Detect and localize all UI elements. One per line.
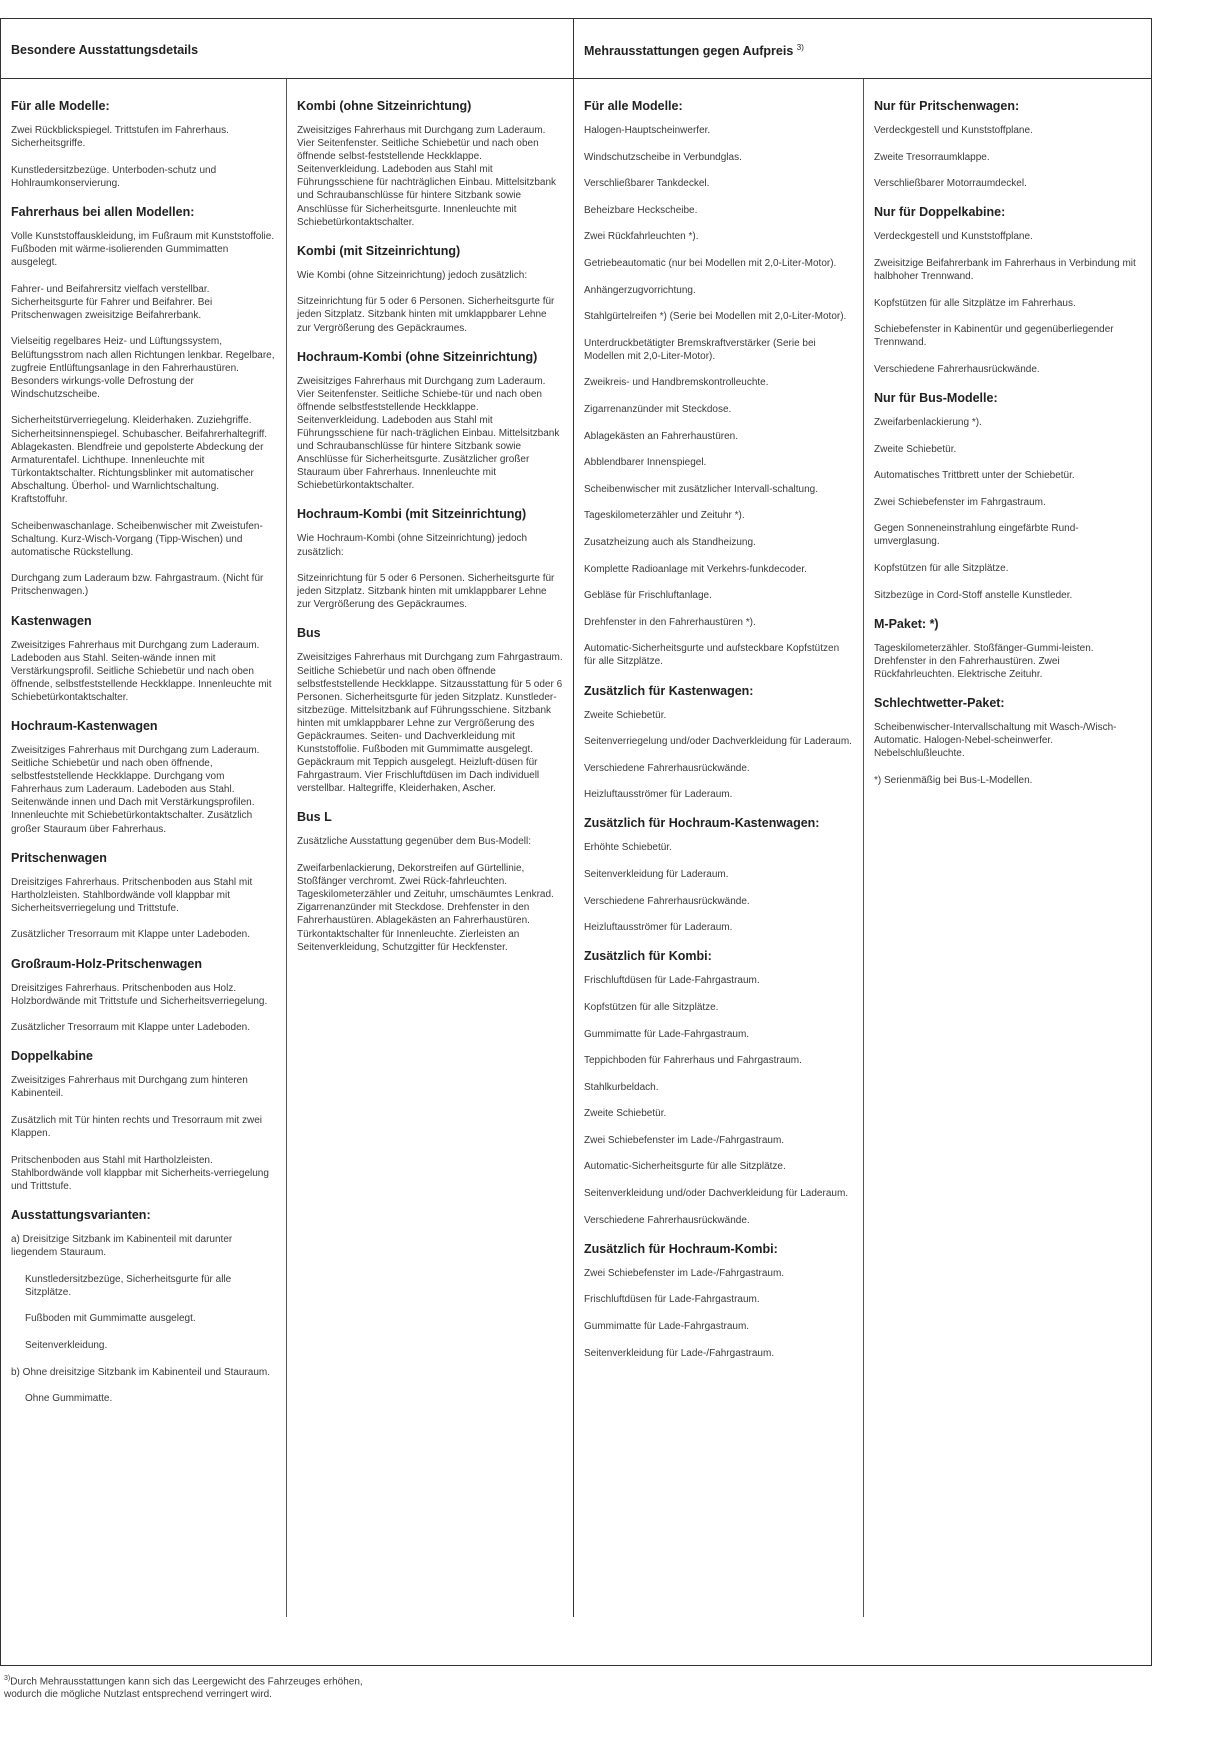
section-text: Gebläse für Frischluftanlage. (584, 590, 712, 602)
section-heading: Großraum-Holz-Pritschenwagen (11, 956, 202, 971)
section-text: Teppichboden für Fahrerhaus und Fahrgastraum. (584, 1055, 802, 1067)
section (11, 205, 276, 599)
section-heading: Schlechtwetter-Paket: (874, 695, 1005, 710)
section-text: Anhängerzugvorrichtung. (584, 284, 696, 296)
section-text: Stahlgürtelreifen *) (Serie bei Modellen mit 2,0-Liter-Motor). (584, 311, 847, 323)
section-text: Kopfstützen für alle Sitzplätze. (874, 563, 1009, 574)
section-text: Zwei Schiebefenster im Fahrgastraum. (874, 496, 1046, 508)
section-text: Automatic-Sicherheitsgurte und aufsteckbare Kopfstützen für alle Sitzplätze. (584, 643, 840, 668)
section-text: Unterdruckbetätigter Bremskraftverstärker (Serie bei Modellen mit 2,0-Liter-Motor). (584, 337, 816, 362)
section-text: Verschiedene Fahrerhausrückwände. (584, 1214, 750, 1226)
spec-sheet (0, 18, 1152, 1666)
section-text: Zusätzlicher Tresorraum mit Klappe unter Ladeboden. (11, 1022, 251, 1034)
footnote-ref: 3) (796, 43, 804, 52)
header-right (574, 19, 1151, 79)
section (11, 851, 276, 942)
section-text: Zweisitziges Fahrerhaus mit Durchgang zum hinteren Kabinenteil. (11, 1075, 248, 1100)
section-heading: Zusätzlich für Kastenwagen: (584, 683, 754, 698)
section-text: Zweisitziges Fahrerhaus mit Durchgang zum Fahrgastraum. Seitliche Schiebetür und nach oben öffnende selbstfeststellende Heckklappe. Sitzausstattung für 5 oder 6 Personen. Sicherheitsgurte für jeden Sitzplatz. Kunstleder-sitzbezüge. Mittelsitzbank auf Führungsschiene. Sitzbank hinten mit umklappbarer Lehne zur Vergrößerung des Gepäckraumes. Seiten- und Dachverkleidung mit Kunststoffolie. Fußboden mit Gummimatte ausgelegt. Gepäckraum mit Teppich ausgelegt. Heizluft-düsen für Fahrgastraum. Vier Frischluftdüsen im Dach individuell verstellbar. Haltegriffe, Kleiderhaken, Ascher. (297, 652, 563, 795)
section-text: Zusätzliche Ausstattung gegenüber dem Bus-Modell: (297, 836, 532, 848)
section (874, 391, 1141, 602)
section-text: Scheibenwischer-Intervallschaltung mit Wasch-/Wisch-Automatic. Halogen-Nebel-scheinwerfer. Nebelschlußleuchte. (874, 721, 1117, 760)
footnote-text-1: Durch Mehrausstattungen kann sich das Leergewicht des Fahrzeuges erhöhen, (10, 1676, 363, 1688)
section-heading: Zusätzlich für Kombi: (584, 949, 712, 964)
section-text: Verdeckgestell und Kunststoffplane. (874, 125, 1033, 136)
section-heading: Kombi (mit Sitzeinrichtung) (297, 243, 461, 258)
section-text: Frischluftdüsen für Lade-Fahrgastraum. (584, 1294, 760, 1306)
section-text: Verschiedene Fahrerhausrückwände. (584, 762, 750, 774)
section-text: Zweisitziges Fahrerhaus mit Durchgang zum Laderaum. Vier Seitenfenster. Seitliche Schiebetür und nach oben öffnende selbst-feststellende Heckklappe. Seitenverkleidung. Ladeboden aus Stahl mit Führungsschiene für nachträglichen Einbau. Mittelsitzbank und Schraubanschlüsse für hintere Sitzbank sowie Anschlüsse für Sicherheitsgurte. Innenleuchte mit Schiebetürkontaktschalter. (297, 125, 557, 228)
section-text: a) Dreisitzige Sitzbank im Kabinenteil mit darunter liegendem Stauraum. (11, 1233, 233, 1259)
section-text: Halogen-Hauptscheinwerfer. (584, 125, 711, 136)
section-text: Tageskilometerzähler und Zeituhr *). (584, 510, 745, 522)
column-optional-2 (864, 79, 1151, 1617)
section-text: Seitenverriegelung und/oder Dachverkleidung für Laderaum. (584, 736, 852, 748)
section (11, 957, 276, 1035)
section-text: Verschiedene Fahrerhausrückwände. (874, 363, 1040, 375)
section-heading: Nur für Doppelkabine: (874, 205, 1006, 220)
column-standard-1 (1, 79, 287, 1617)
section-text: Seitenverkleidung für Lade-/Fahrgastraum. (584, 1347, 775, 1359)
section-text: Verdeckgestell und Kunststoffplane. (874, 231, 1033, 243)
section-heading: M-Paket: *) (874, 616, 939, 631)
section (584, 1242, 853, 1360)
section (11, 1049, 276, 1193)
section-text: Sitzbezüge in Cord-Stoff anstelle Kunstleder. (874, 589, 1073, 601)
section-text: Getriebeautomatic (nur bei Modellen mit 2,0-Liter-Motor). (584, 257, 837, 269)
section (11, 1208, 276, 1405)
section-text: Schiebefenster in Kabinentür und gegenüberliegender Trennwand. (874, 324, 1114, 349)
section-text: Zweisitzige Beifahrerbank im Fahrerhaus in Verbindung mit halbhoher Trennwand. (874, 257, 1136, 282)
section-text: Seitenverkleidung und/oder Dachverkleidung für Laderaum. (584, 1188, 849, 1200)
section-text: Stahlkurbeldach. (584, 1081, 659, 1093)
section-text: Zweite Tresorraumklappe. (874, 151, 990, 163)
footnote-mark: 3) (4, 1675, 11, 1682)
section-text: Zwei Rückblickspiegel. Trittstufen im Fahrerhaus. Sicherheitsgriffe. (11, 125, 229, 150)
section (11, 614, 276, 704)
section (584, 684, 853, 802)
section-text: Zigarrenanzünder mit Steckdose. (584, 404, 732, 416)
section-text: Abblendbarer Innenspiegel. (584, 457, 707, 469)
section-text: Drehfenster in den Fahrerhaustüren *). (584, 616, 756, 628)
section (297, 99, 563, 229)
column-optional-1 (574, 79, 864, 1617)
section-text: Scheibenwaschanlage. Scheibenwischer mit Zweistufen-Schaltung. Kurz-Wisch-Vorgang (Tipp-Wischen) und automatische Rückstellung. (11, 520, 263, 558)
section-text: Zweifarbenlackierung *). (874, 416, 982, 428)
section-text: Scheibenwischer mit zusätzlicher Intervall-schaltung. (584, 483, 818, 495)
section-heading: Hochraum-Kastenwagen (11, 719, 158, 733)
section-text: Zweifarbenlackierung, Dekorstreifen auf Gürtellinie, Stoßfänger verchromt. Zwei Rück-fahrleuchten. Tageskilometerzähler und Zeituhr, umschäumtes Lenkrad. Zigarrenanzünder mit Steckdose. Drehfenster in den Fahrerhaustüren. Ablagekästen an Fahrerhaustüren. Türkontaktschalter für Innenleuchte. Zierleisten an Seitenverkleidung, Schutzgitter für Heckfenster. (297, 863, 554, 953)
section-text: Kopfstützen für alle Sitzplätze. (584, 1001, 719, 1013)
section (874, 696, 1141, 787)
section-text: Kunstledersitzbezüge. Unterboden-schutz und Hohlraumkonservierung. (11, 164, 217, 189)
section-text: Ohne Gummimatte. (25, 1393, 113, 1405)
section-text: Verschiedene Fahrerhausrückwände. (584, 895, 750, 907)
section-text: Komplette Radioanlage mit Verkehrs-funkdecoder. (584, 563, 807, 575)
section-heading: Zusätzlich für Hochraum-Kombi: (584, 1241, 778, 1256)
section-text: Wie Hochraum-Kombi (ohne Sitzeinrichtung) jedoch zusätzlich: (297, 533, 528, 558)
section-text: Volle Kunststoffauskleidung, im Fußraum mit Kunststoffolie. Fußboden mit wärme-isolierenden Gummimatten ausgelegt. (11, 230, 275, 269)
section-heading: Kastenwagen (11, 613, 92, 628)
section-text: Zweisitziges Fahrerhaus mit Durchgang zum Laderaum. Vier Seitenfenster. Seitliche Schiebe-tür und nach oben öffnende selbstfeststellende Heckklappe. Seitenverkleidung. Ladeboden aus Stahl mit Führungsschiene für nach-träglichen Einbau. Mittelsitzbank und Schraubanschlüsse für hintere Sitzbank sowie Anschlüsse für Sicherheitsgurte. Zusätzlicher großer Stauraum über Fahrerhaus. Innenleuchte mit Schiebetürkontaktschalter. (297, 375, 560, 492)
section-text: Fahrer- und Beifahrersitz vielfach verstellbar. Sicherheitsgurte für Fahrer und Beifahrer. Bei Pritschenwagen zweisitzige Beifahrerbank. (11, 283, 213, 321)
section-text: Kopfstützen für alle Sitzplätze im Fahrerhaus. (874, 297, 1076, 309)
section (584, 816, 853, 934)
section-heading: Für alle Modelle: (11, 99, 110, 113)
section-text: Zwei Rückfahrleuchten *). (584, 231, 699, 243)
section-text: Wie Kombi (ohne Sitzeinrichtung) jedoch zusätzlich: (297, 269, 528, 281)
section-text: Pritschenboden aus Stahl mit Hartholzleisten. Stahlbordwände voll klappbar mit Sicherheits-verriegelung und Trittstufe. (11, 1154, 269, 1192)
footnote (4, 1672, 504, 1702)
section-heading: Fahrerhaus bei allen Modellen: (11, 204, 195, 219)
section-text: Windschutzscheibe in Verbundglas. (584, 151, 742, 163)
section-text: Gummimatte für Lade-Fahrgastraum. (584, 1320, 750, 1332)
section-heading: Hochraum-Kombi (ohne Sitzeinrichtung) (297, 349, 538, 364)
section-heading: Hochraum-Kombi (mit Sitzeinrichtung) (297, 507, 527, 522)
section (297, 507, 563, 611)
header-left (1, 19, 574, 79)
section-text: Ablagekästen an Fahrerhaustüren. (584, 430, 738, 442)
section-text: Zweite Schiebetür. (584, 709, 667, 721)
section-heading: Bus (297, 626, 321, 641)
section-text: Zweite Schiebetür. (584, 1108, 667, 1120)
section-heading: Doppelkabine (11, 1049, 93, 1064)
section-heading: Nur für Pritschenwagen: (874, 99, 1020, 113)
section (874, 99, 1141, 190)
optional-equipment-title (584, 43, 804, 58)
section-heading: Ausstattungsvarianten: (11, 1207, 151, 1222)
section-text: Seitenverkleidung. (25, 1339, 108, 1351)
section-text: Verschließbarer Motorraumdeckel. (874, 178, 1027, 190)
section-text: Fußboden mit Gummimatte ausgelegt. (25, 1313, 196, 1325)
section-text: Kunstledersitzbezüge, Sicherheitsgurte für alle Sitzplätze. (25, 1273, 232, 1298)
column-standard-2 (287, 79, 574, 1617)
section (874, 205, 1141, 376)
section-text: Vielseitig regelbares Heiz- und Lüftungssystem, Belüftungsstrom nach allen Richtungen lenkbar. Regelbare, zugfreie Entlüftungsanlage in den Fahrerhaustüren. Besonders wirkungs-volle Defrostung der Windschutzscheibe. (11, 336, 275, 400)
section-heading: Nur für Bus-Modelle: (874, 390, 998, 405)
section-heading: Kombi (ohne Sitzeinrichtung) (297, 99, 472, 113)
section-heading: Für alle Modelle: (584, 99, 683, 113)
section-text: Verschließbarer Tankdeckel. (584, 178, 710, 190)
section-text: Zusätzlicher Tresorraum mit Klappe unter Ladeboden. (11, 929, 251, 941)
section-text: Zweite Schiebetür. (874, 443, 957, 455)
section-text: *) Serienmäßig bei Bus-L-Modellen. (874, 774, 1033, 786)
section-text: Zusätzlich mit Tür hinten rechts und Tresorraum mit zwei Klappen. (11, 1115, 263, 1140)
section-text: Zwei Schiebefenster im Lade-/Fahrgastraum. (584, 1267, 785, 1279)
section-text: Zweikreis- und Handbremskontrolleuchte. (584, 377, 769, 389)
optional-equipment-title-text: Mehrausstattungen gegen Aufpreis (584, 44, 794, 59)
section-text: Durchgang zum Laderaum bzw. Fahrgastraum. (Nicht für Pritschenwagen.) (11, 573, 264, 598)
section-text: Zwei Schiebefenster im Lade-/Fahrgastraum. (584, 1134, 785, 1146)
section-text: Zusatzheizung auch als Standheizung. (584, 537, 756, 548)
section-text: Beheizbare Heckscheibe. (584, 204, 698, 216)
footnote-line-1 (4, 1672, 504, 1688)
section-text: Tageskilometerzähler. Stoßfänger-Gummi-leisten. Drehfenster in den Fahrerhaustüren. Zwei Rückfahrleuchten. Elektrische Zeituhr. (874, 642, 1094, 680)
section-heading: Bus L (297, 810, 332, 825)
section-text: Gummimatte für Lade-Fahrgastraum. (584, 1028, 750, 1040)
section-text: b) Ohne dreisitzige Sitzbank im Kabinenteil und Stauraum. (11, 1366, 271, 1378)
section-heading: Pritschenwagen (11, 850, 107, 865)
section-text: Sitzeinrichtung für 5 oder 6 Personen. Sicherheitsgurte für jeden Sitzplatz. Sitzbank hinten mit umklappbarer Lehne zur Vergrößerung des Gepäckraumes. (297, 573, 555, 611)
section-text: Gegen Sonneneinstrahlung eingefärbte Rund-umverglasung. (874, 523, 1079, 548)
section (297, 244, 563, 335)
section-heading: Zusätzlich für Hochraum-Kastenwagen: (584, 816, 820, 831)
section-text: Sitzeinrichtung für 5 oder 6 Personen. Sicherheitsgurte für jeden Sitzplatz. Sitzbank hinten mit umklappbarer Lehne zur Vergrößerung des Gepäckraumes. (297, 296, 555, 334)
section (584, 949, 853, 1226)
footnote-line-2: wodurch die mögliche Nutzlast entsprechend verringert wird. (4, 1689, 272, 1701)
section (874, 617, 1141, 681)
section-text: Automatic-Sicherheitsgurte für alle Sitzplätze. (584, 1161, 786, 1173)
section-text: Sicherheitstürverriegelung. Kleiderhaken. Zuziehgriffe. Sicherheitsinnenspiegel. Schubascher. Beifahrerhaltegriff. Ablagekasten. Blendfreie und gepolsterte Abdeckung der Armaturentafel. Lichthupe. Innenleuchte mit Türkontaktschalter. Richtungsblinker mit automatischer Abschaltung. Überhol- und Warnlichtschaltung. Kraftstoffuhr. (11, 415, 268, 505)
section-text: Zweisitziges Fahrerhaus mit Durchgang zum Laderaum. Ladeboden aus Stahl. Seiten-wände innen mit Verstärkungsprofil. Seitliche Schiebetür und nach oben öffnende, selbstfeststellende Heckklappe. Innenleuchte mit Schiebetürkontaktschalter. (11, 639, 272, 703)
section-text: Dreisitziges Fahrerhaus. Pritschenboden aus Stahl mit Hartholzleisten. Stahlbordwände voll klappbar mit Sicherheitsverriegelung und Trittstufe. (11, 876, 253, 914)
standard-equipment-title: Besondere Ausstattungsdetails (11, 43, 199, 57)
section-text: Heizluftausströmer für Laderaum. (584, 789, 733, 801)
section (297, 350, 563, 493)
section-text: Seitenverkleidung für Laderaum. (584, 869, 729, 881)
section-text: Heizluftausströmer für Laderaum. (584, 922, 733, 934)
section (11, 99, 276, 190)
section (297, 810, 563, 953)
section-text: Frischluftdüsen für Lade-Fahrgastraum. (584, 975, 760, 987)
section-text: Zweisitziges Fahrerhaus mit Durchgang zum Laderaum. Seitliche Schiebetür und nach oben öffnende, selbstfeststellende Heckklappe. Durchgang vom Fahrerhaus zum Laderaum. Ladeboden aus Stahl. Seitenwände innen und Dach mit Verstärkungsprofilen. Innenleuchte mit Schiebetürkontaktschalter. Zusätzlich großer Stauraum über Fahrerhaus. (11, 745, 260, 835)
section-text: Erhöhte Schiebetür. (584, 842, 672, 854)
section (584, 99, 853, 669)
section (297, 626, 563, 795)
section-text: Dreisitziges Fahrerhaus. Pritschenboden aus Holz. Holzbordwände mit Trittstufe und Sicherheitsverriegelung. (11, 982, 268, 1007)
section-text: Automatisches Trittbrett unter der Schiebetür. (874, 470, 1075, 482)
section (11, 719, 276, 836)
